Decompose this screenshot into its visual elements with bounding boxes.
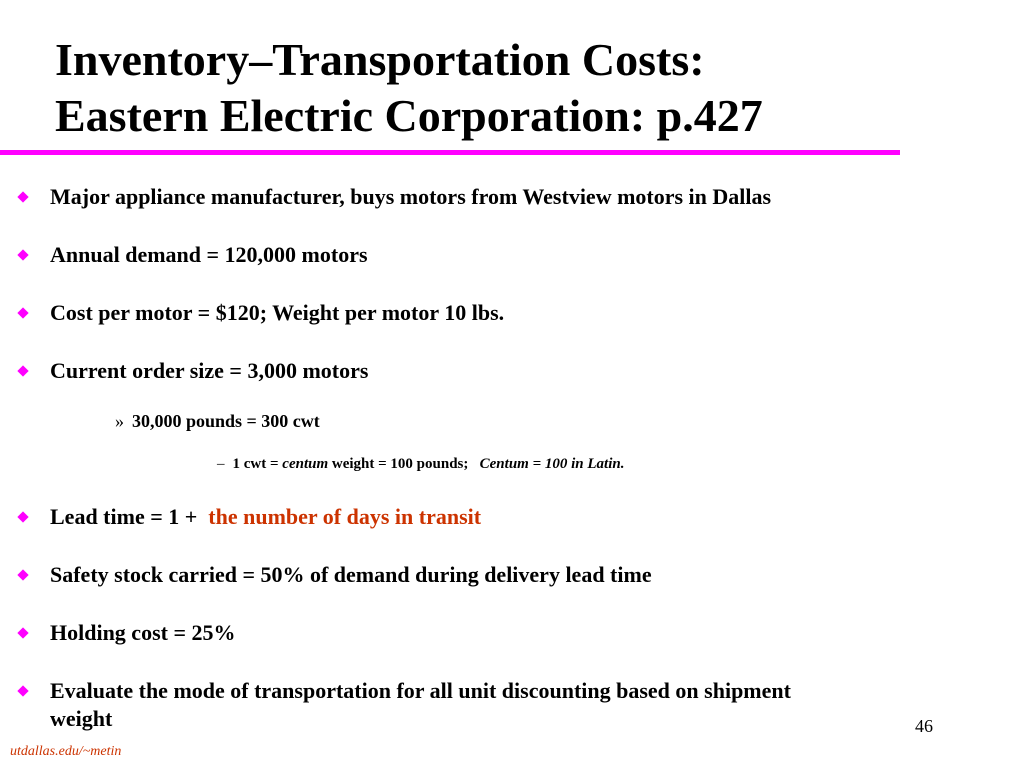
bullet-text: Annual demand = 120,000 motors (50, 242, 368, 267)
diamond-bullet-icon (17, 307, 28, 318)
centum-term: centum (282, 456, 329, 472)
cwt-definition: 1 cwt = (232, 456, 283, 472)
diamond-bullet-icon (17, 627, 28, 638)
bullet-text: Current order size = 3,000 motors (50, 358, 369, 383)
sub-bullet (115, 410, 320, 432)
lead-time-text (50, 504, 481, 530)
bullet-text: Major appliance manufacturer, buys motors from Westview motors in Dallas (50, 184, 772, 209)
diamond-bullet-icon (17, 685, 28, 696)
lead-time-prefix: Lead time = 1 + (50, 504, 198, 529)
page-number: 46 (915, 716, 933, 736)
bullet-text: Evaluate the mode of transportation for all unit discounting based on shipment (50, 678, 791, 703)
sub-sub-bullet (217, 454, 624, 474)
diamond-bullet-icon (17, 511, 28, 522)
title-line-2: Eastern Electric Corporation: p.427 (55, 90, 763, 141)
bullet-text: Holding cost = 25% (50, 620, 236, 645)
sub-bullet-text: 30,000 pounds = 300 cwt (132, 411, 320, 431)
lead-time-highlight: the number of days in transit (208, 504, 482, 529)
cwt-definition-rest: weight = 100 pounds; (328, 456, 469, 472)
bullet-text: Cost per motor = $120; Weight per motor 10 lbs. (50, 300, 505, 325)
latin-note: Centum = 100 in Latin. (479, 456, 625, 472)
title-divider (0, 150, 900, 155)
diamond-bullet-icon (17, 365, 28, 376)
footer-url: utdallas.edu/~metin (10, 744, 122, 759)
diamond-bullet-icon (17, 191, 28, 202)
diamond-bullet-icon (17, 569, 28, 580)
dash-marker-icon: – (217, 456, 225, 472)
bullet-text: Safety stock carried = 50% of demand during delivery lead time (50, 562, 652, 587)
diamond-bullet-icon (17, 249, 28, 260)
bullet-text-wrap: weight (50, 706, 113, 731)
chevron-marker-icon: » (115, 411, 124, 431)
title-line-1: Inventory–Transportation Costs: (55, 34, 705, 85)
slide-title (55, 32, 763, 144)
